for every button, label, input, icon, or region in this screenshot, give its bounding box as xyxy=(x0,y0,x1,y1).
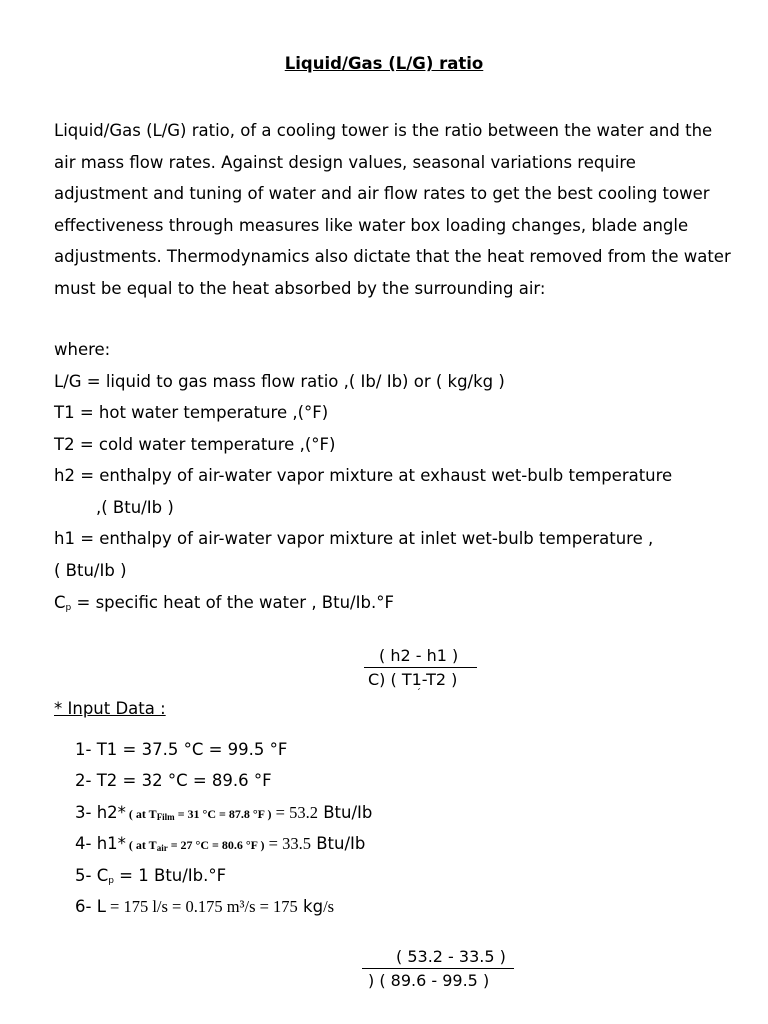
input-h1-value: = 33.5 xyxy=(264,834,311,853)
input-h1-unit: Btu/Ib xyxy=(310,834,366,853)
definition-lg: L/G = liquid to gas mass flow ratio ,( Ib/ Ib) or ( kg/kg ) xyxy=(54,372,505,391)
formula-mark: ´ xyxy=(416,688,421,699)
input-h1 xyxy=(75,834,365,854)
input-h2-value: = 53.2 xyxy=(271,803,318,822)
definition-h2-unit: ,( Btu/Ib ) xyxy=(96,498,174,517)
calc-numerator: ( 53.2 - 33.5 ) xyxy=(396,947,506,966)
cp-subscript: p xyxy=(65,603,72,613)
input-data-heading: * Input Data : xyxy=(54,699,166,718)
where-label: where: xyxy=(54,340,111,359)
input-h1-label: 4- h1* xyxy=(75,834,126,853)
definition-cp xyxy=(54,593,394,613)
input-h2-label: 3- h2* xyxy=(75,803,126,822)
definition-t1: T1 = hot water temperature ,(°F) xyxy=(54,403,329,422)
input-cp: 5- $C_p = 1$ Btu/Ib.°F xyxy=(75,866,227,886)
input-t1: 1- T1 = 37.5 °C = 99.5 °F xyxy=(75,740,288,759)
definition-h2: h2 = enthalpy of air-water vapor mixture at exhaust wet-bulb temperature xyxy=(54,466,673,485)
cp-description: = specific heat of the water , Btu/Ib.°F xyxy=(71,593,394,612)
formula-fraction-bar xyxy=(364,667,477,668)
input-h1-condition: ( at $T_{air} = 27$ °C = 80.6 °F ) xyxy=(125,838,265,853)
definition-h1-unit: ( Btu/Ib ) xyxy=(54,561,127,580)
intro-paragraph: Liquid/Gas (L/G) ratio, of a cooling tower is the ratio between the water and the air mass flow rates. Against design values, seasonal variations require adjustment and tuning of water and air flow rates to get the best cooling tower effectiveness through measures like water box loading changes, blade angle adjustments. Thermodynamics also dictate that the heat removed from the water must be equal to the heat absorbed by the surrounding air: xyxy=(54,121,731,298)
formula-numerator: ( h2 - h1 ) xyxy=(379,646,459,665)
calc-fraction-bar xyxy=(362,968,514,969)
cp-symbol: C xyxy=(54,593,66,612)
calc-denominator: ) ( 89.6 - 99.5 ) xyxy=(368,971,490,990)
definition-t2: T2 = cold water temperature ,(°F) xyxy=(54,435,336,454)
input-h2-unit: Btu/Ib xyxy=(317,803,373,822)
page-title: Liquid/Gas (L/G) ratio xyxy=(284,54,484,73)
formula-denominator: C) ( T1-T2 ) xyxy=(368,670,458,689)
definition-h1: h1 = enthalpy of air-water vapor mixture at inlet wet-bulb temperature , xyxy=(54,529,654,548)
input-t2: 2- T2 = 32 °C = 89.6 °F xyxy=(75,771,272,790)
input-l: 6- L = 175 l/s = 0.175 m³/s = 175 kg/s xyxy=(75,897,335,916)
input-h2 xyxy=(75,803,372,823)
input-h2-condition: ( at $T_{Film} = 31$ °C = 87.8 °F ) xyxy=(125,807,272,822)
